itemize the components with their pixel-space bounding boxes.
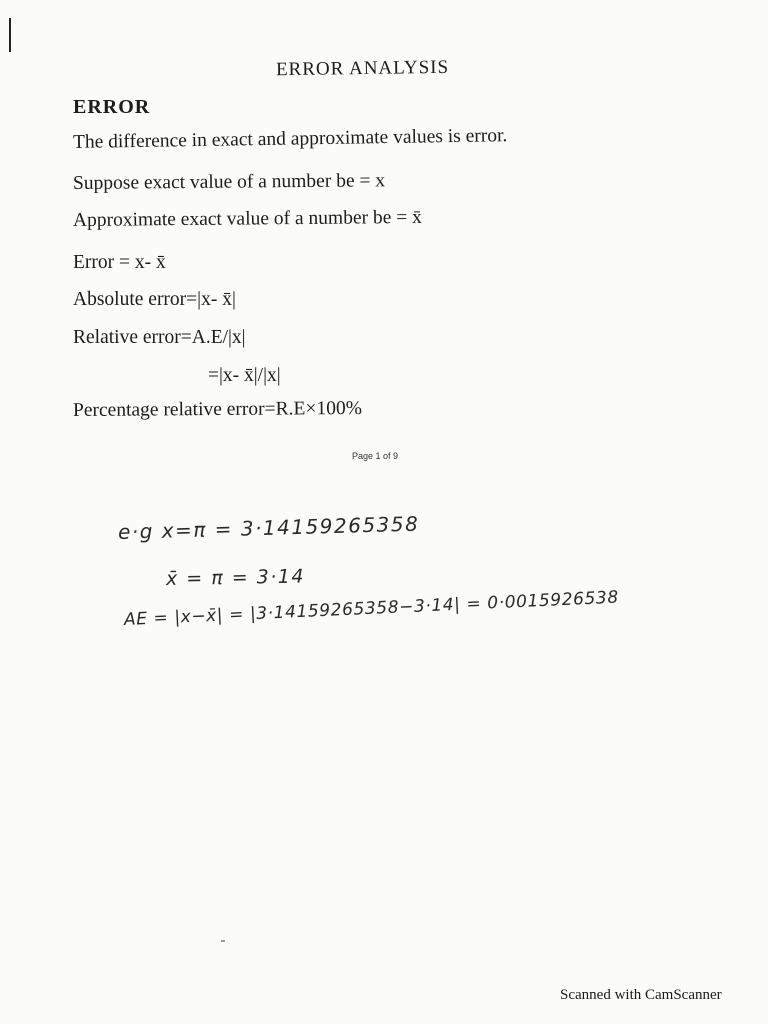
handwritten-example-line-1: e·g x=π = 3·14159265358 (117, 511, 420, 544)
section-heading: ERROR (73, 96, 151, 118)
handwritten-example-line-3: AE = |x−x̄| = |3·14159265358−3·14| = 0·0015926538 (123, 587, 620, 630)
error-formula-line: Error = x- x̄ (73, 252, 166, 273)
margin-mark (9, 18, 11, 52)
approx-value-line: Approximate exact value of a number be = x̄ (72, 206, 422, 231)
absolute-error-line: Absolute error=|x- x̄| (73, 289, 236, 310)
relative-error-expanded-line: =|x- x̄|/|x| (208, 365, 281, 386)
percentage-error-line: Percentage relative error=R.E×100% (72, 397, 362, 421)
relative-error-line: Relative error=A.E/|x| (73, 327, 246, 348)
document-title: ERROR ANALYSIS (275, 56, 450, 81)
scan-speck (221, 940, 225, 942)
scanner-watermark: Scanned with CamScanner (560, 987, 722, 1003)
exact-value-line: Suppose exact value of a number be = x (72, 170, 386, 194)
page-number: Page 1 of 9 (352, 451, 399, 461)
handwritten-example-line-2: x̄ = π = 3·14 (165, 565, 306, 590)
definition-line: The difference in exact and approximate values is error. (72, 125, 508, 153)
